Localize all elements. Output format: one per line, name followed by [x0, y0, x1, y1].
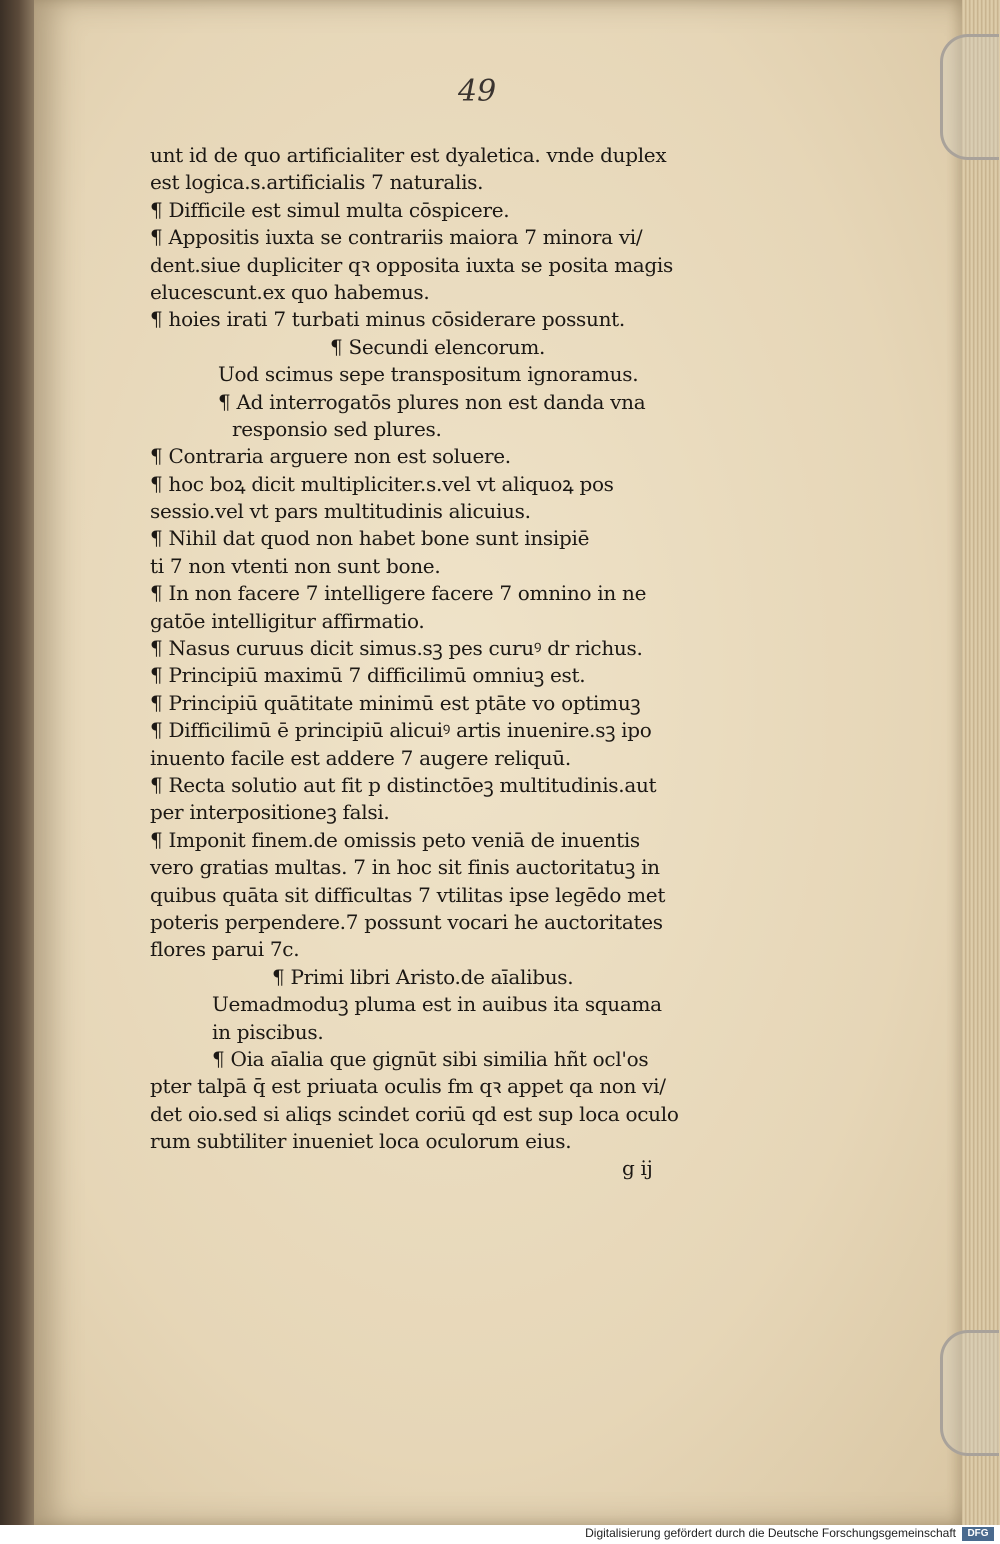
text-line: ¶ Contraria arguere non est soluere. [150, 444, 511, 469]
text-line: ¶ Recta solutio aut fit p distinctōeꝫ multitudinis.aut [150, 772, 657, 797]
text-line: ¶ Appositis iuxta se contrariis maiora 7 minora vi/ [150, 225, 643, 250]
text-line: per interpositioneꝫ falsi. [150, 800, 390, 825]
text-line: ¶ In non facere 7 intelligere facere 7 omnino in ne [150, 581, 647, 606]
text-line: ¶ Imponit finem.de omissis peto veniā de inuentis [150, 827, 640, 852]
footer-bar [0, 1525, 1000, 1544]
signature-mark: g ij [622, 1156, 653, 1181]
dfg-logo: DFG [962, 1527, 994, 1541]
text-line: Uod scimus sepe transpositum ignoramus. [218, 362, 639, 387]
text-line: dent.siue dupliciter qꝛ opposita iuxta se posita magis [150, 252, 673, 277]
text-line: gatōe intelligitur affirmatio. [150, 608, 425, 633]
page-clip-top [940, 34, 999, 160]
text-line: ti 7 non vtenti non sunt bone. [150, 553, 441, 578]
page-clip-bottom [940, 1330, 999, 1456]
folio-number: 49 [458, 74, 497, 109]
text-line: ¶ Principiū maximū 7 difficilimū omniuꝫ est. [150, 663, 586, 688]
text-line: ¶ Difficilimū ē principiū alicuiꝰ artis inuenire.sꝫ ipo [150, 718, 652, 743]
text-line: est logica.s.artificialis 7 naturalis. [150, 170, 484, 195]
text-line: ¶ Difficile est simul multa cōspicere. [150, 197, 510, 222]
text-line: Uemadmoduꝫ pluma est in auibus ita squama [212, 992, 662, 1017]
text-line: pter talpā q̄ est priuata oculis fm qꝛ appet qa non vi/ [150, 1074, 666, 1099]
text-line: sessio.vel vt pars multitudinis alicuius. [150, 499, 531, 524]
text-line: responsio sed plures. [232, 416, 442, 441]
text-line: quibus quāta sit difficultas 7 vtilitas ipse legēdo met [150, 882, 666, 907]
text-line: ¶ hoc boꝝ dicit multipliciter.s.vel vt aliquoꝝ pos [150, 471, 614, 496]
text-line: flores parui 7c. [150, 937, 300, 962]
text-line: unt id de quo artificialiter est dyaletica. vnde duplex [150, 143, 667, 167]
text-line: ¶ Ad interrogatōs plures non est danda vna [218, 389, 646, 414]
text-line: ¶ Principiū quātitate minimū est ptāte vo optimuꝫ [150, 690, 641, 715]
text-line: in piscibus. [212, 1019, 324, 1044]
text-line: vero gratias multas. 7 in hoc sit finis auctoritatuꝫ in [150, 855, 660, 880]
text-line: ¶ Secundi elencorum. [330, 334, 546, 359]
page-edges [962, 0, 1000, 1525]
text-line: rum subtiliter inueniet loca oculorum eius. [150, 1129, 572, 1154]
text-line: elucescunt.ex quo habemus. [150, 279, 430, 304]
text-block [150, 142, 750, 1183]
text-line: ¶ Nihil dat quod non habet bone sunt insipiē [150, 526, 590, 551]
text-line: ¶ hoies irati 7 turbati minus cōsiderare possunt. [150, 307, 625, 332]
text-line: det oio.sed si aliqs scindet coriū qd est sup loca oculo [150, 1101, 679, 1126]
footer-credit: Digitalisierung gefördert durch die Deutsche Forschungsgemeinschaft [585, 1526, 956, 1540]
text-line: ¶ Nasus curuus dicit simus.sꝫ pes curuꝰ dr richus. [150, 636, 643, 661]
book-binding [0, 0, 34, 1544]
text-line: ¶ Primi libri Aristo.de aīalibus. [272, 964, 574, 989]
text-line: poteris perpendere.7 possunt vocari he auctoritates [150, 909, 663, 934]
text-line: ¶ Oia aīalia que gignūt sibi similia hñt ocl'os [212, 1046, 649, 1071]
text-line: inuento facile est addere 7 augere reliquū. [150, 745, 571, 770]
